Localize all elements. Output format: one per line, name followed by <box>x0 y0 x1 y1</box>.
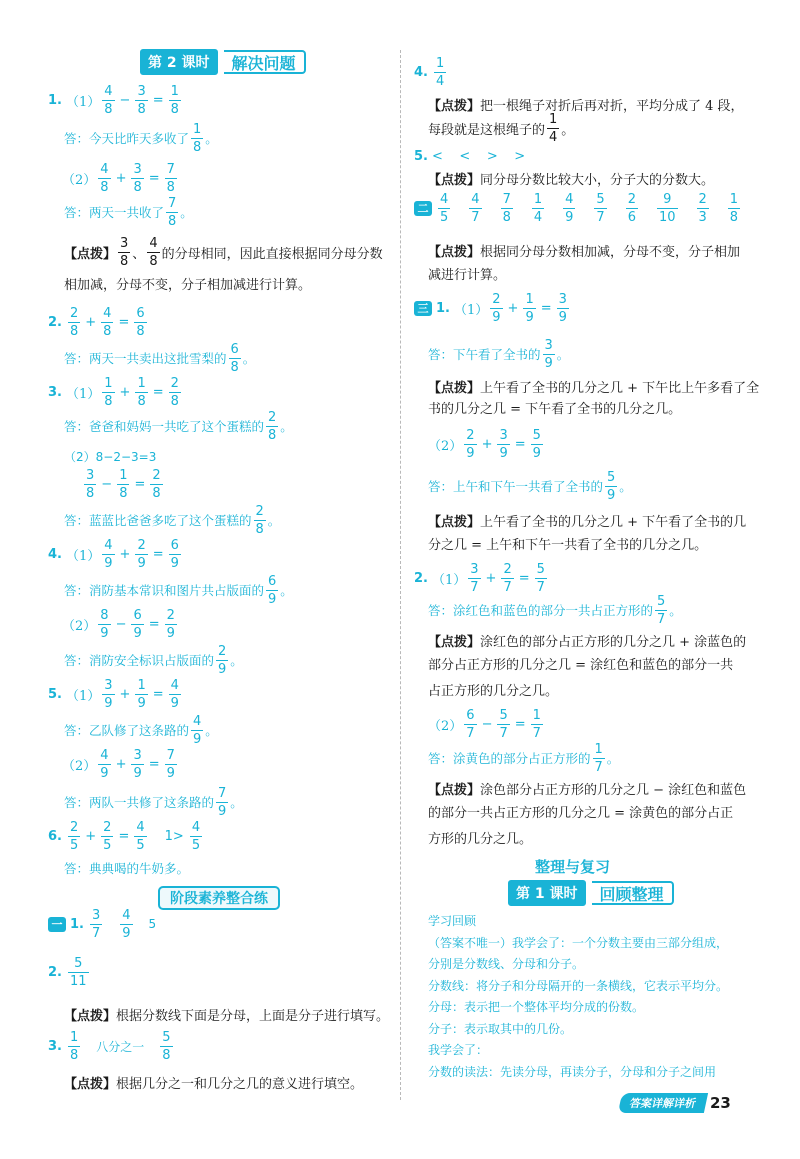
q5-answer1: 答：乙队修了这条路的 $\frac{4}{9}$ 。 <box>64 713 218 747</box>
fraction: $\frac{1}{4}$ <box>549 111 558 145</box>
tip6-line1: 【点拨】 根据同分母分数相加减，分母不变，分子相加 <box>428 244 741 260</box>
tip10-line2: 的部分一共占正方形的几分之几 = 涂黄色的部分占正 <box>428 806 734 821</box>
fraction: $\frac{3}{9}$ <box>558 291 567 325</box>
s3-line: 3. $\frac{1}{8}$ 八分之一 $\frac{5}{8}$ <box>48 1029 171 1063</box>
q6-line: 6. $\frac{2}{5}$ + $\frac{2}{5}$ = $\frac{4}{5}$ 1> $\frac{4}{5}$ <box>48 819 201 853</box>
tip1-line2: 相加减，分母不变，分子相加减进行计算。 <box>64 278 312 293</box>
fraction: $\frac{2}{9}$ <box>137 537 146 571</box>
fraction: $\frac{1}{8}$ <box>69 1029 79 1063</box>
fraction: $\frac{2}{8}$ <box>170 375 179 409</box>
operator: − <box>119 92 131 108</box>
fraction: $\frac{5}{9}$ <box>532 427 541 461</box>
t2-answer: 答：涂红色和蓝色的部分一共占正方形的 $\frac{5}{7}$ 。 <box>428 593 682 627</box>
tip7-line2: 书的几分之几 = 下午看了全书的几分之几。 <box>428 402 682 417</box>
part-label: （2） <box>62 172 97 188</box>
lesson2-box: 第 1 课时 <box>508 880 586 906</box>
r4-line: 4. $\frac{1}{4}$ <box>414 55 445 89</box>
footer <box>620 1092 731 1114</box>
tip9-line3: 占正方形的几分之几。 <box>428 684 559 699</box>
fraction: $\frac{4}{8}$ <box>104 83 113 117</box>
t2-line: 2. （1） $\frac{3}{7}$ + $\frac{2}{7}$ = $\frac{5}{7}$ <box>414 561 545 595</box>
q3-answer1: 答：爸爸和妈妈一共吃了这个蛋糕的 $\frac{2}{8}$ 。 <box>64 409 293 443</box>
fraction: $\frac{8}{9}$ <box>100 607 109 641</box>
t1-line: 三 1. （1） $\frac{2}{9}$ + $\frac{1}{9}$ = $\frac{3}{9}$ <box>414 288 571 328</box>
fraction: $\frac{5}{11}$ <box>69 955 87 989</box>
tip5: 【点拨】 同分母分数比较大小，分子大的分数大。 <box>428 172 715 188</box>
fraction: $\frac{1}{9}$ <box>525 291 534 325</box>
fraction: $\frac{4}{9}$ <box>122 907 131 941</box>
fraction: $\frac{2}{9}$ <box>218 643 227 677</box>
fraction: $\frac{2}{3}$ <box>698 191 707 225</box>
lesson-title: 解决问题 <box>224 50 306 74</box>
review-note-line: 我学会了： <box>428 1043 489 1057</box>
lesson2-title: 回顾整理 <box>592 881 674 905</box>
page-number: 23 <box>710 1094 731 1112</box>
fraction: $\frac{1}{9}$ <box>137 677 146 711</box>
fraction: $\frac{1}{4}$ <box>435 55 445 89</box>
column-divider <box>400 50 401 1100</box>
fraction: $\frac{6}{7}$ <box>466 707 475 741</box>
section-two-icon: 二 <box>414 201 432 216</box>
lesson2-banner <box>508 881 674 905</box>
operator: = <box>152 92 164 108</box>
tip8-line2: 分之几 = 上午和下午一共看了全书的几分之几。 <box>428 538 708 553</box>
fraction: $\frac{4}{8}$ <box>103 305 112 339</box>
t1b-line: （2） $\frac{2}{9}$ + $\frac{3}{9}$ = $\frac{5}{9}$ <box>428 427 541 461</box>
t2b-line: （2） $\frac{6}{7}$ − $\frac{5}{7}$ = $\frac{1}{7}$ <box>428 707 541 741</box>
fraction: $\frac{1}{8}$ <box>170 83 179 117</box>
tip1-line1: 【点拨】 $\frac{3}{8}$ 、 $\frac{4}{8}$ 的分母相同，因此直接根据同分母分数 <box>64 235 383 269</box>
fraction: $\frac{4}{8}$ <box>100 161 109 195</box>
fraction: $\frac{4}{5}$ <box>440 191 449 225</box>
review-note-line: （答案不唯一）我学会了：一个分数主要由三部分组成， <box>428 935 729 950</box>
t2b-answer: 答：涂黄色的部分占正方形的 $\frac{1}{7}$ 。 <box>428 741 620 775</box>
fraction: $\frac{1}{8}$ <box>729 191 739 225</box>
fraction: $\frac{3}{9}$ <box>544 337 553 371</box>
fraction: $\frac{7}{8}$ <box>168 195 177 229</box>
fraction: $\frac{2}{8}$ <box>69 305 79 339</box>
part-label: （1） <box>65 94 101 110</box>
q5-answer2: 答：两队一共修了这条路的 $\frac{7}{9}$ 。 <box>64 785 243 819</box>
q1-answer2: 答：两天一共收了 $\frac{7}{8}$ 。 <box>64 195 193 229</box>
review-note-line: 分子：表示取其中的几份。 <box>428 1021 573 1036</box>
q1-answer1: 答：今天比昨天多收了 $\frac{1}{8}$ 。 <box>64 121 218 155</box>
fraction: $\frac{1}{7}$ <box>532 707 541 741</box>
tip7-line1: 【点拨】 上午看了全书的几分之几 + 下午比上午多看了全 <box>428 380 760 396</box>
footer-label: 答案详解详析 <box>618 1093 708 1113</box>
fraction: $\frac{5}{7}$ <box>499 707 508 741</box>
tip4-line1: 【点拨】 把一根绳子对折后再对折，平均分成了 4 段， <box>428 98 744 114</box>
tip10-line3: 方形的几分之几。 <box>428 832 533 847</box>
review-note-line: 分数的读法：先读分母，再读分子，分母和分子之间用 <box>428 1064 717 1079</box>
section-three-icon: 三 <box>414 301 432 316</box>
review-note-line: 分数线：将分子和分母隔开的一条横线，它表示平均分。 <box>428 978 729 993</box>
q3-answer2: 答：蓝蓝比爸爸多吃了这个蛋糕的 $\frac{2}{8}$ 。 <box>64 503 281 537</box>
q6-answer: 答：典典喝的牛奶多。 <box>64 861 190 876</box>
fraction: $\frac{7}{9}$ <box>166 747 175 781</box>
fraction: $\frac{2}{8}$ <box>152 467 161 501</box>
tip10-line1: 【点拨】 涂色部分占正方形的几分之几 − 涂红色和蓝色 <box>428 782 747 798</box>
fraction: $\frac{7}{8}$ <box>166 161 175 195</box>
fraction: $\frac{4}{9}$ <box>565 191 574 225</box>
lesson-banner <box>140 50 306 74</box>
r6-line <box>414 188 742 228</box>
q3-line1: 3. （1） $\frac{1}{8}$ + $\frac{1}{8}$ = $\frac{2}{8}$ <box>48 375 179 409</box>
tip4-line2: 每段就是这根绳子的 $\frac{1}{4}$ 。 <box>428 111 575 145</box>
fraction: $\frac{1}{4}$ <box>533 191 543 225</box>
fraction: $\frac{5}{9}$ <box>607 469 616 503</box>
q4-answer2: 答：消防安全标识占版面的 $\frac{2}{9}$ 。 <box>64 643 243 677</box>
fraction: $\frac{4}{8}$ <box>149 235 158 269</box>
fraction: $\frac{4}{9}$ <box>100 747 109 781</box>
fraction: $\frac{7}{8}$ <box>502 191 511 225</box>
fraction: $\frac{1}{8}$ <box>119 467 128 501</box>
q4-line2: （2） $\frac{8}{9}$ − $\frac{6}{9}$ = $\frac{2}{9}$ <box>62 607 175 641</box>
fraction: $\frac{5}{8}$ <box>162 1029 171 1063</box>
fraction: $\frac{2}{9}$ <box>466 427 475 461</box>
fraction: $\frac{5}{7}$ <box>536 561 545 595</box>
q3-part2-label: （2）8−2−3=3 <box>64 449 157 464</box>
fraction: $\frac{5}{7}$ <box>657 593 666 627</box>
fraction: $\frac{4}{7}$ <box>471 191 480 225</box>
fraction: $\frac{4}{9}$ <box>193 713 202 747</box>
q4-line1: 4. （1） $\frac{4}{9}$ + $\frac{2}{9}$ = $\frac{6}{9}$ <box>48 537 179 571</box>
fraction: $\frac{1}{8}$ <box>104 375 113 409</box>
fraction: $\frac{3}{8}$ <box>120 235 129 269</box>
q-number: 1. <box>48 92 62 108</box>
fraction: $\frac{5}{7}$ <box>596 191 605 225</box>
fraction: $\frac{2}{6}$ <box>627 191 636 225</box>
review-heading: 整理与复习 <box>535 858 611 876</box>
fraction: $\frac{3}{8}$ <box>137 83 146 117</box>
t1-answer: 答：下午看了全书的 $\frac{3}{9}$ 。 <box>428 337 570 371</box>
review-note-line: 学习回顾 <box>428 914 477 928</box>
tip-tag: 【点拨】 <box>64 246 117 262</box>
fraction: $\frac{1}{7}$ <box>594 741 603 775</box>
s2-line: 2. $\frac{5}{11}$ <box>48 955 87 989</box>
fraction: $\frac{6}{8}$ <box>136 305 145 339</box>
fraction: $\frac{7}{9}$ <box>218 785 227 819</box>
fraction: $\frac{4}{9}$ <box>170 677 179 711</box>
fraction: $\frac{3}{9}$ <box>499 427 508 461</box>
fraction: $\frac{2}{9}$ <box>492 291 501 325</box>
s1-line: 一 1. $\frac{3}{7}$ $\frac{4}{9}$ 5 <box>48 904 156 944</box>
tip9-line1: 【点拨】 涂红色的部分占正方形的几分之几 + 涂蓝色的 <box>428 634 747 650</box>
q2-answer: 答：两天一共卖出这批雪梨的 $\frac{6}{8}$ 。 <box>64 341 256 375</box>
q1-line2: （2） $\frac{4}{8}$ + $\frac{3}{8}$ = $\frac{7}{8}$ <box>62 161 175 195</box>
tip8-line1: 【点拨】 上午看了全书的几分之几 + 下午看了全书的几 <box>428 514 747 530</box>
fraction: $\frac{4}{9}$ <box>104 537 113 571</box>
fraction: $\frac{2}{8}$ <box>255 503 264 537</box>
q4-answer1: 答：消防基本常识和图片共占版面的 $\frac{6}{9}$ 。 <box>64 573 293 607</box>
fraction: $\frac{6}{9}$ <box>133 607 142 641</box>
lesson-box: 第 2 课时 <box>140 49 218 75</box>
fraction: $\frac{2}{5}$ <box>103 819 112 853</box>
t1b-answer: 答：上午和下午一共看了全书的 $\frac{5}{9}$ 。 <box>428 469 632 503</box>
q5-line2: （2） $\frac{4}{9}$ + $\frac{3}{9}$ = $\frac{7}{9}$ <box>62 747 175 781</box>
q3-line2: $\frac{3}{8}$ − $\frac{1}{8}$ = $\frac{2}{8}$ <box>86 467 161 501</box>
fraction: $\frac{3}{7}$ <box>91 907 101 941</box>
r5-line: 5. < < > > <box>414 148 526 164</box>
fraction: $\frac{6}{8}$ <box>230 341 239 375</box>
tip3: 【点拨】 根据几分之一和几分之几的意义进行填空。 <box>64 1076 364 1092</box>
q2-line: 2. $\frac{2}{8}$ + $\frac{4}{8}$ = $\frac{6}{8}$ <box>48 305 145 339</box>
review-note-line: 分母：表示把一个整体平均分成的份数。 <box>428 1000 645 1014</box>
fraction: $\frac{2}{7}$ <box>503 561 512 595</box>
fraction: $\frac{3}{9}$ <box>104 677 113 711</box>
stage-practice-heading: 阶段素养整合练 <box>158 886 280 910</box>
fraction: $\frac{3}{8}$ <box>86 467 95 501</box>
fraction: $\frac{3}{9}$ <box>133 747 142 781</box>
fraction: $\frac{2}{5}$ <box>69 819 79 853</box>
tip9-line2: 部分占正方形的几分之几 = 涂红色和蓝色的部分一共 <box>428 658 734 673</box>
fraction: $\frac{6}{9}$ <box>268 573 277 607</box>
fraction: $\frac{9}{10}$ <box>658 191 676 225</box>
fraction: $\frac{2}{8}$ <box>268 409 277 443</box>
tip6-line2: 减进行计算。 <box>428 268 507 283</box>
section-one-icon: 一 <box>48 917 66 932</box>
tip2: 【点拨】 根据分数线下面是分母，上面是分子进行填写。 <box>64 1008 390 1024</box>
fraction: $\frac{6}{9}$ <box>170 537 179 571</box>
fraction: $\frac{3}{7}$ <box>470 561 479 595</box>
fraction: $\frac{3}{8}$ <box>133 161 142 195</box>
fraction: $\frac{2}{9}$ <box>166 607 175 641</box>
fraction: $\frac{1}{8}$ <box>137 375 146 409</box>
fraction: $\frac{1}{8}$ <box>193 121 202 155</box>
fraction: $\frac{4}{5}$ <box>191 819 201 853</box>
review-note-line: 分别是分数线、分母和分子。 <box>428 957 585 971</box>
q1-line1 <box>48 80 183 120</box>
q5-line1: 5. （1） $\frac{3}{9}$ + $\frac{1}{9}$ = $\frac{4}{9}$ <box>48 677 179 711</box>
fraction: $\frac{4}{5}$ <box>136 819 145 853</box>
